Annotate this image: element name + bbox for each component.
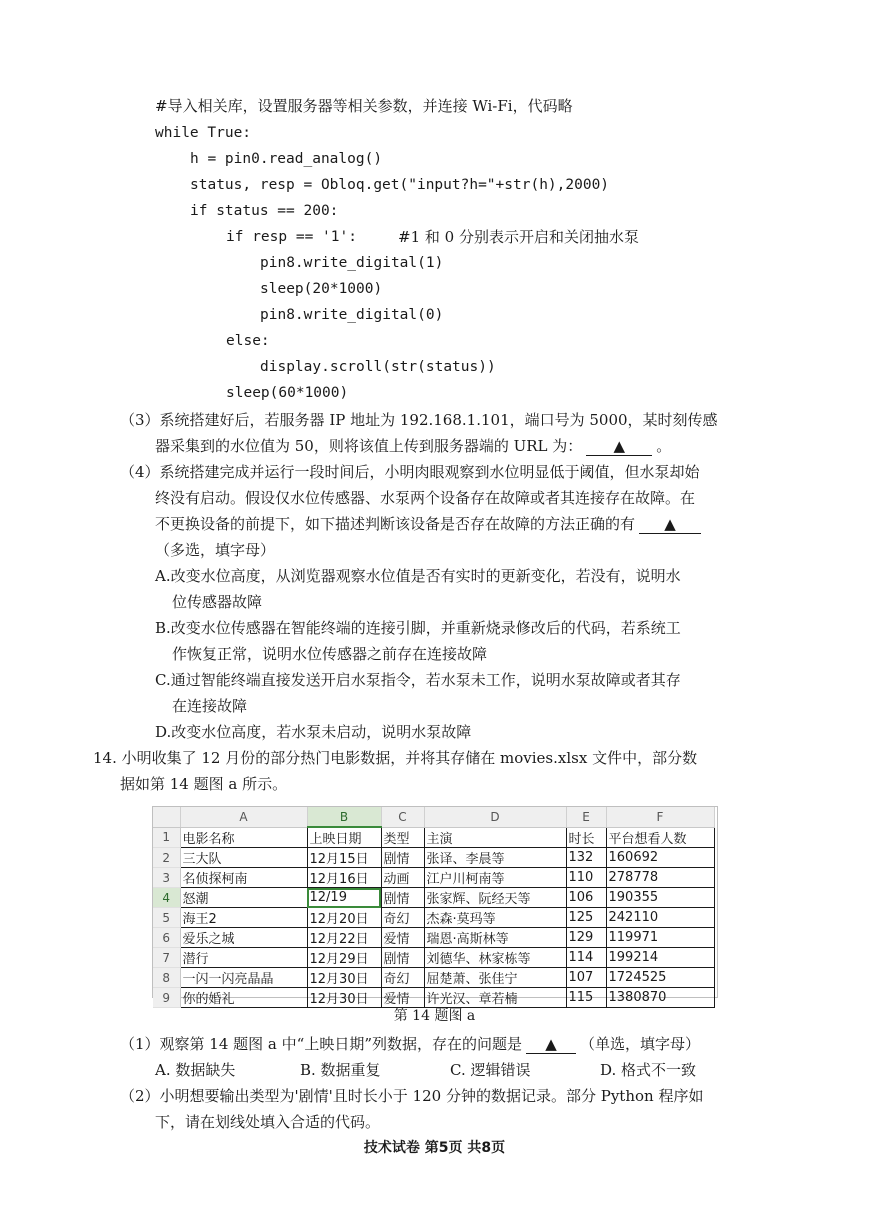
table-cell: 瑞恩·高斯林等 [424,928,566,948]
table-cell: 张家辉、阮经天等 [424,888,566,908]
table-cell: 动画 [381,868,424,888]
question-14-2-text: 下，请在划线处填入合适的代码。 [155,1113,381,1131]
code-line: pin8.write_digital(0) [260,307,444,323]
question-3-text: （3）系统搭建好后，若服务器 IP 地址为 192.168.1.101，端口号为 5000，某时刻传感 [120,411,718,429]
table-cell: 刘德华、林家栋等 [424,948,566,968]
table-cell: 剧情 [381,848,424,868]
table-cell: 屈楚萧、张佳宁 [424,968,566,988]
table-cell: 杰森·莫玛等 [424,908,566,928]
table-cell: 江户川柯南等 [424,868,566,888]
table-cell: 主演 [424,827,566,848]
code-line: h = pin0.read_analog() [190,151,383,167]
question-14-1-hint: （单选，填字母） [580,1035,701,1053]
table-cell: 平台想看人数 [606,827,714,848]
column-header: F [606,807,714,827]
table-cell: 类型 [381,827,424,848]
option-c-cont: 在连接故障 [172,697,248,715]
code-line: else: [226,333,270,349]
table-cell: 时长 [566,827,606,848]
table-cell: 119971 [606,928,714,948]
answer-blank: ▲ [639,515,701,534]
option-b: B. 数据重复 [300,1061,381,1079]
option-a: A.改变水位高度，从浏览器观察水位值是否有实时的更新变化，若没有，说明水 [155,567,681,585]
answer-blank: ▲ [586,437,652,456]
code-line: display.scroll(str(status)) [260,359,496,375]
column-header: A [180,807,307,827]
table-cell: 1380870 [606,988,714,1008]
table-cell: 278778 [606,868,714,888]
question-3-end: 。 [656,437,672,455]
table-row [153,827,714,848]
table-cell: 你的婚礼 [180,988,307,1008]
row-number: 1 [153,827,180,848]
table-cell: 199214 [606,948,714,968]
table-cell: 一闪一闪亮晶晶 [180,968,307,988]
code-line: sleep(20*1000) [260,281,383,297]
table-cell: 张译、李晨等 [424,848,566,868]
question-14-1-text [120,1031,700,1057]
table-cell: 160692 [606,848,714,868]
table-row [153,868,714,888]
question-14-text: 14. 小明收集了 12 月份的部分热门电影数据，并将其存储在 movies.xlsx 文件中，部分数 [93,749,698,767]
table-cell: 奇幻 [381,908,424,928]
table-cell: 名侦探柯南 [180,868,307,888]
code-line: if status == 200: [190,203,339,219]
table-row [153,888,714,908]
table-row [153,928,714,948]
table-cell: 怒潮 [180,888,307,908]
table-cell: 129 [566,928,606,948]
question-3-text [155,433,671,459]
option-b: B.改变水位传感器在智能终端的连接引脚，并重新烧录修改后的代码，若系统工 [155,619,681,637]
table-cell: 三大队 [180,848,307,868]
table-cell: 海王2 [180,908,307,928]
code-comment-line: #导入相关库，设置服务器等相关参数，并连接 Wi-Fi，代码略 [155,97,573,115]
spreadsheet-table [153,807,715,1008]
code-line: if resp == '1': [226,229,357,245]
row-number: 6 [153,928,180,948]
table-cell: 爱乐之城 [180,928,307,948]
question-14-2-text: （2）小明想要输出类型为'剧情'且时长小于 120 分钟的数据记录。部分 Python 程序如 [120,1087,704,1105]
question-4-hint: （多选，填字母） [155,541,276,559]
question-4-text: 终没有启动。假设仅水位传感器、水泵两个设备存在故障或者其连接存在故障。在 [155,489,696,507]
table-cell: 12/19 [307,888,381,908]
table-cell: 爱情 [381,988,424,1008]
option-b-cont: 作恢复正常，说明水位传感器之前存在连接故障 [172,645,488,663]
page-footer: 技术试卷 第5页 共8页 [363,1140,506,1156]
row-number: 2 [153,848,180,868]
table-cell: 潜行 [180,948,307,968]
table-cell: 爱情 [381,928,424,948]
table-row [153,848,714,868]
code-line: pin8.write_digital(1) [260,255,444,271]
table-cell: 12月16日 [307,868,381,888]
option-c: C.通过智能终端直接发送开启水泵指令，若水泵未工作，说明水泵故障或者其存 [155,671,681,689]
option-d: D.改变水位高度，若水泵未启动，说明水泵故障 [155,723,472,741]
table-cell: 242110 [606,908,714,928]
row-number: 9 [153,988,180,1008]
row-number: 3 [153,868,180,888]
column-header: E [566,807,606,827]
table-cell: 剧情 [381,888,424,908]
table-cell: 电影名称 [180,827,307,848]
table-cell: 106 [566,888,606,908]
table-cell: 12月22日 [307,928,381,948]
table-cell: 107 [566,968,606,988]
row-number: 4 [153,888,180,908]
corner-cell [153,807,180,827]
table-row [153,948,714,968]
option-d: D. 格式不一致 [600,1061,697,1079]
table-cell: 115 [566,988,606,1008]
option-a: A. 数据缺失 [155,1061,236,1079]
table-cell: 12月20日 [307,908,381,928]
question-4-text-c: 不更换设备的前提下，如下描述判断该设备是否存在故障的方法正确的有 [155,515,636,533]
table-cell: 剧情 [381,948,424,968]
option-c: C. 逻辑错误 [450,1061,531,1079]
row-number: 5 [153,908,180,928]
table-cell: 114 [566,948,606,968]
table-cell: 12月30日 [307,968,381,988]
code-inline-comment: #1 和 0 分别表示开启和关闭抽水泵 [398,228,639,246]
table-cell: 190355 [606,888,714,908]
row-number: 7 [153,948,180,968]
table-cell: 12月15日 [307,848,381,868]
column-header-row [153,807,714,827]
table-cell: 110 [566,868,606,888]
option-a-cont: 位传感器故障 [172,593,263,611]
question-4-text [155,511,705,537]
table-cell: 奇幻 [381,968,424,988]
column-header-selected: B [307,807,381,827]
table-cell: 上映日期 [307,827,381,848]
table-cell: 12月30日 [307,988,381,1008]
table-row [153,968,714,988]
question-4-text: （4）系统搭建完成并运行一段时间后，小明肉眼观察到水位明显低于阈值，但水泵却始 [120,463,700,481]
answer-blank: ▲ [526,1035,576,1054]
question-14-1-stem: （1）观察第 14 题图 a 中“上映日期”列数据，存在的问题是 [120,1035,522,1053]
spreadsheet-figure [152,806,718,1007]
code-line: sleep(60*1000) [226,385,349,401]
table-cell: 125 [566,908,606,928]
row-number: 8 [153,968,180,988]
column-header: C [381,807,424,827]
question-14-text: 据如第 14 题图 a 所示。 [120,775,288,793]
question-3-text-b: 器采集到的水位值为 50，则将该值上传到服务器端的 URL 为： [155,437,583,455]
table-cell: 许光汉、章若楠 [424,988,566,1008]
code-line: while True: [155,125,252,141]
table-cell: 132 [566,848,606,868]
column-header: D [424,807,566,827]
figure-caption: 第 14 题图 a [393,1008,476,1024]
code-line: status, resp = Obloq.get("input?h="+str(h),2000) [190,177,610,193]
table-row [153,908,714,928]
table-cell: 12月29日 [307,948,381,968]
table-cell: 1724525 [606,968,714,988]
